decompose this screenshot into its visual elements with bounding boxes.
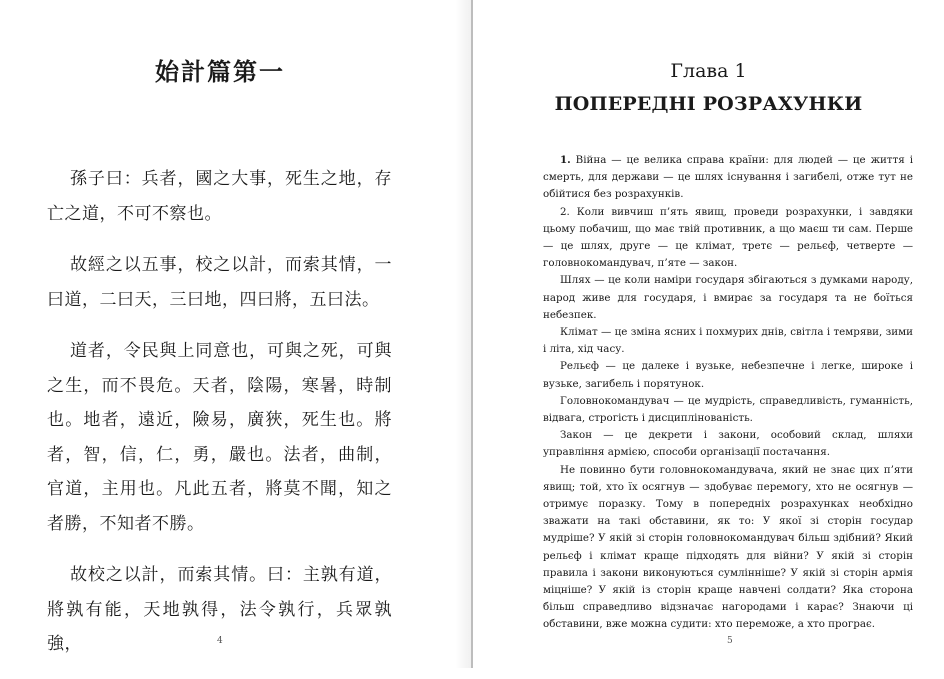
paragraph-text: Війна — це велика справа країни: для людей — це життя і смерть, для держави — це шлях існування і загибелі, отже тут не обійтися без розрахунків. <box>543 154 913 201</box>
chinese-paragraph: 孫子曰：兵者，國之大事，死生之地，存亡之道，不可不察也。 <box>47 169 392 224</box>
paragraph-text: Клімат — це зміна ясних і похмурих днів, світла і темряви, зими і літа, хід часу. <box>543 326 913 356</box>
gutter-shadow <box>455 0 471 668</box>
chinese-chapter-title: 始計篇第一 <box>155 58 285 86</box>
ukrainian-paragraph <box>543 152 913 204</box>
paragraph-text: Рельєф — це далеке і вузьке, небезпечне і легке, широке і вузьке, загибель і порятунок. <box>543 360 913 390</box>
ukrainian-paragraph <box>543 272 913 324</box>
paragraph-number: 1. <box>560 154 571 166</box>
paragraph-text: Головнокомандувач — це мудрість, справедливість, гуманність, відвага, строгість і дисциплінованість. <box>543 394 913 425</box>
paragraph-text: Не повинно бути головнокомандувача, який не знає цих п’яти явищ; той, хто їх осягнув — здобуває перемогу, хто не осягнув — отримує поразку. Тому в попередніх розрахунках необхідно зважати на такі обставини, як то: У якої зі сторін государ мудріше? У якій зі сторін головнокомандувач більш здібний? Який рельєф і клімат краще підходять для війни? У якій зі сторін правила і закони виконуються сумлінніше? У якій зі сторін армія міцніше? У якій із сторін краще навчені солдати? Яка сторона більш справедливо відзначає нагородами і карає? Знаючи ці обставини, вже можна судити: хто переможе, а хто програє. <box>543 463 913 631</box>
paragraph-text: Шлях — це коли наміри государя збігаються з думками народу, народ живе для государя, і вмирає за государя та не боїться небезпек. <box>543 274 913 321</box>
ukrainian-text-body <box>543 152 913 634</box>
chapter-label: Глава 1 <box>670 60 747 82</box>
chinese-paragraph: 故校之以計，而索其情。曰：主孰有道，將孰有能，天地孰得，法令孰行，兵眾孰強， <box>47 565 392 654</box>
left-page-number: 4 <box>217 636 223 646</box>
paragraph-text: 2. Коли вивчиш п’ять явищ, проведи розрахунки, і завдяки цьому побачиш, що має твій противник, а що маєш ти сам. Перше — це шлях, друге — це клімат, третє — рельєф, четверте — головнокомандувач, п’яте — закон. <box>543 205 913 270</box>
left-page <box>0 0 471 668</box>
ukrainian-paragraph <box>543 462 913 634</box>
ukrainian-paragraph <box>543 358 913 392</box>
ukrainian-paragraph <box>543 427 913 461</box>
paragraph-text: Закон — це декрети і закони, особовий склад, шляхи управління армією, способи організації постачання. <box>543 429 913 459</box>
right-page <box>473 0 944 668</box>
chinese-text-body <box>47 162 392 679</box>
ukrainian-paragraph <box>543 393 913 427</box>
chinese-paragraph: 道者，令民與上同意也，可與之死，可與之生，而不畏危。天者，陰陽，寒暑，時制也。地者，遠近，險易，廣狹，死生也。將者，智，信，仁，勇，嚴也。法者，曲制，官道，主用也。凡此五者，將莫不聞，知之者勝，不知者不勝。 <box>47 341 392 534</box>
chinese-paragraph: 故經之以五事，校之以計，而索其情，一曰道，二曰天，三曰地，四曰將，五曰法。 <box>47 255 392 310</box>
ukrainian-paragraph <box>543 324 913 358</box>
right-page-number: 5 <box>727 636 733 646</box>
chapter-title: ПОПЕРЕДНІ РОЗРАХУНКИ <box>554 93 863 115</box>
ukrainian-paragraph <box>543 204 913 273</box>
